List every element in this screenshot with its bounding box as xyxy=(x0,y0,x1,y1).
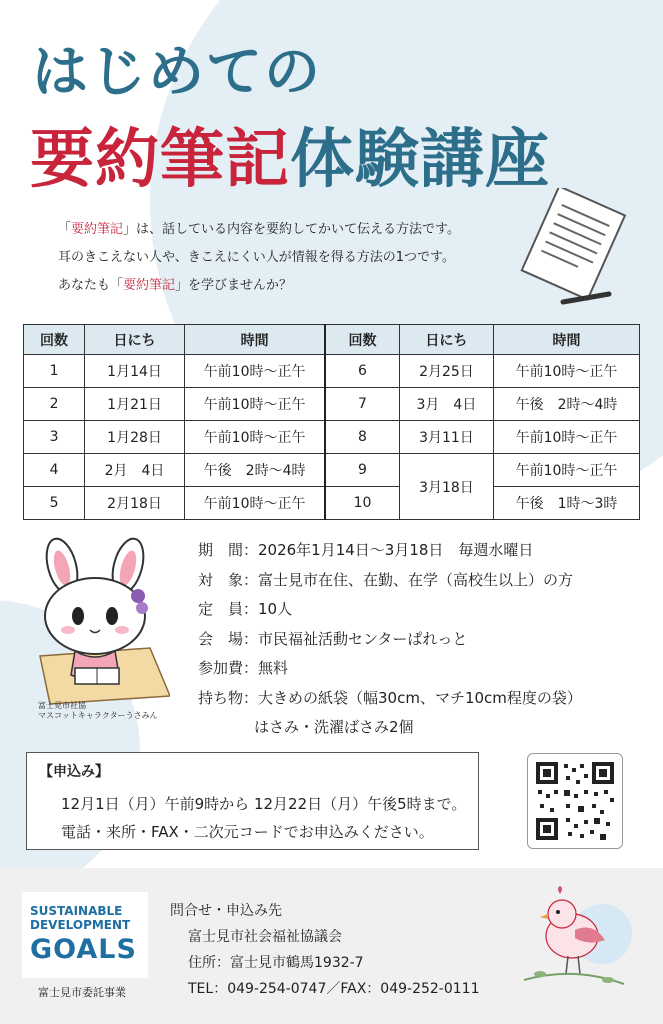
sdgs-text-line1: SUSTAINABLE xyxy=(30,904,123,918)
header-date: 日にち xyxy=(85,325,185,355)
header-date: 日にち xyxy=(399,325,493,355)
header-time: 時間 xyxy=(185,325,326,355)
title-course: 体験講座 xyxy=(290,123,550,197)
session-time: 午前10時～正午 xyxy=(185,388,326,421)
sdgs-text xyxy=(30,904,130,932)
session-time: 午後 2時～4時 xyxy=(494,388,640,421)
header-no: 回数 xyxy=(24,325,85,355)
session-date: 3月11日 xyxy=(399,421,493,454)
session-date: 2月 4日 xyxy=(85,454,185,487)
session-date: 2月18日 xyxy=(85,487,185,520)
intro-text xyxy=(58,216,460,300)
intro-line2: 耳のきこえない人や、きこえにくい人が情報を得る方法の1つです。 xyxy=(58,250,455,265)
detail-capacity: 定 員：10人 xyxy=(198,600,293,618)
application-period: 12月1日（月）午前9時から 12月22日（月）午後5時まで。 xyxy=(61,795,467,813)
table-row xyxy=(24,421,640,454)
event-details xyxy=(198,536,582,743)
application-heading: 【申込み】 xyxy=(39,764,109,780)
detail-target: 対 象：富士見市在住、在勤、在学（高校生以上）の方 xyxy=(198,570,574,589)
contact-phone: TEL：049-254-0747／FAX：049-252-0111 xyxy=(188,981,480,997)
session-no: 6 xyxy=(325,355,399,388)
session-time: 午前10時～正午 xyxy=(185,421,326,454)
table-row xyxy=(24,355,640,388)
session-time: 午前10時～正午 xyxy=(185,355,326,388)
session-no: 8 xyxy=(325,421,399,454)
qr-code[interactable] xyxy=(527,753,623,849)
intro-keyword-2: 要約筆記 xyxy=(123,278,176,293)
header-time: 時間 xyxy=(494,325,640,355)
detail-period: 期 間：2026年1月14日～3月18日 毎週水曜日 xyxy=(198,541,534,559)
table-row xyxy=(24,388,640,421)
qr-code-icon xyxy=(528,754,622,848)
title-line2 xyxy=(30,108,550,200)
mascot-caption-line1: 富士見市社協 xyxy=(38,701,86,710)
session-no: 5 xyxy=(24,487,85,520)
session-date: 1月28日 xyxy=(85,421,185,454)
session-time: 午後 2時～4時 xyxy=(185,454,326,487)
mascot-caption-line2: マスコットキャラクターうさみん xyxy=(38,711,158,720)
session-time: 午前10時～正午 xyxy=(185,487,326,520)
session-time: 午前10時～正午 xyxy=(494,421,640,454)
session-time: 午前10時～正午 xyxy=(494,454,640,487)
session-no: 4 xyxy=(24,454,85,487)
document-pen-icon xyxy=(505,188,635,308)
sdgs-logo xyxy=(22,892,148,978)
application-box xyxy=(26,752,479,850)
session-no: 1 xyxy=(24,355,85,388)
table-row xyxy=(24,454,640,487)
title-keyword: 要約筆記 xyxy=(30,123,290,197)
contact-info xyxy=(170,898,479,1002)
mascot-caption xyxy=(38,701,158,721)
session-date: 2月25日 xyxy=(399,355,493,388)
intro-line3-post: 」を学びませんか？ xyxy=(175,278,293,293)
session-date: 3月18日 xyxy=(399,454,493,520)
header-no: 回数 xyxy=(325,325,399,355)
sdgs-caption: 富士見市委託事業 xyxy=(38,986,126,999)
intro-line3-pre: あなたも「 xyxy=(58,278,124,293)
session-date: 3月 4日 xyxy=(399,388,493,421)
session-time: 午前10時～正午 xyxy=(494,355,640,388)
session-no: 9 xyxy=(325,454,399,487)
table-row xyxy=(24,487,640,520)
schedule-header-row xyxy=(24,325,640,355)
mascot-rabbit-icon xyxy=(20,536,170,711)
intro-bracket: 「 xyxy=(58,222,72,237)
contact-title: 問合せ・申込み先 xyxy=(170,903,282,919)
contact-address: 住所：富士見市鶴馬1932-7 xyxy=(188,955,364,971)
sdgs-goals: GOALS xyxy=(30,934,137,965)
title-line1: はじめての xyxy=(32,40,322,105)
intro-line1: 」は、話している内容を要約してかいて伝える方法です。 xyxy=(123,222,460,237)
session-no: 7 xyxy=(325,388,399,421)
detail-venue: 会 場：市民福祉活動センターぱれっと xyxy=(198,629,468,648)
session-no: 3 xyxy=(24,421,85,454)
detail-fee: 参加費：無料 xyxy=(198,659,289,677)
session-no: 10 xyxy=(325,487,399,520)
bird-illustration-icon xyxy=(520,884,640,1000)
schedule-table xyxy=(23,324,640,520)
session-time: 午後 1時～3時 xyxy=(494,487,640,520)
intro-keyword: 要約筆記 xyxy=(71,222,124,237)
contact-org: 富士見市社会福祉協議会 xyxy=(188,929,342,945)
detail-items-2: はさみ・洗濯ばさみ2個 xyxy=(254,718,414,736)
detail-items: 持ち物：大きめの紙袋（幅30cm、マチ10cm程度の袋） xyxy=(198,688,582,707)
session-date: 1月14日 xyxy=(85,355,185,388)
session-no: 2 xyxy=(24,388,85,421)
application-methods: 電話・来所・FAX・二次元コードでお申込みください。 xyxy=(61,823,434,841)
session-date: 1月21日 xyxy=(85,388,185,421)
sdgs-text-line2: DEVELOPMENT xyxy=(30,918,131,932)
